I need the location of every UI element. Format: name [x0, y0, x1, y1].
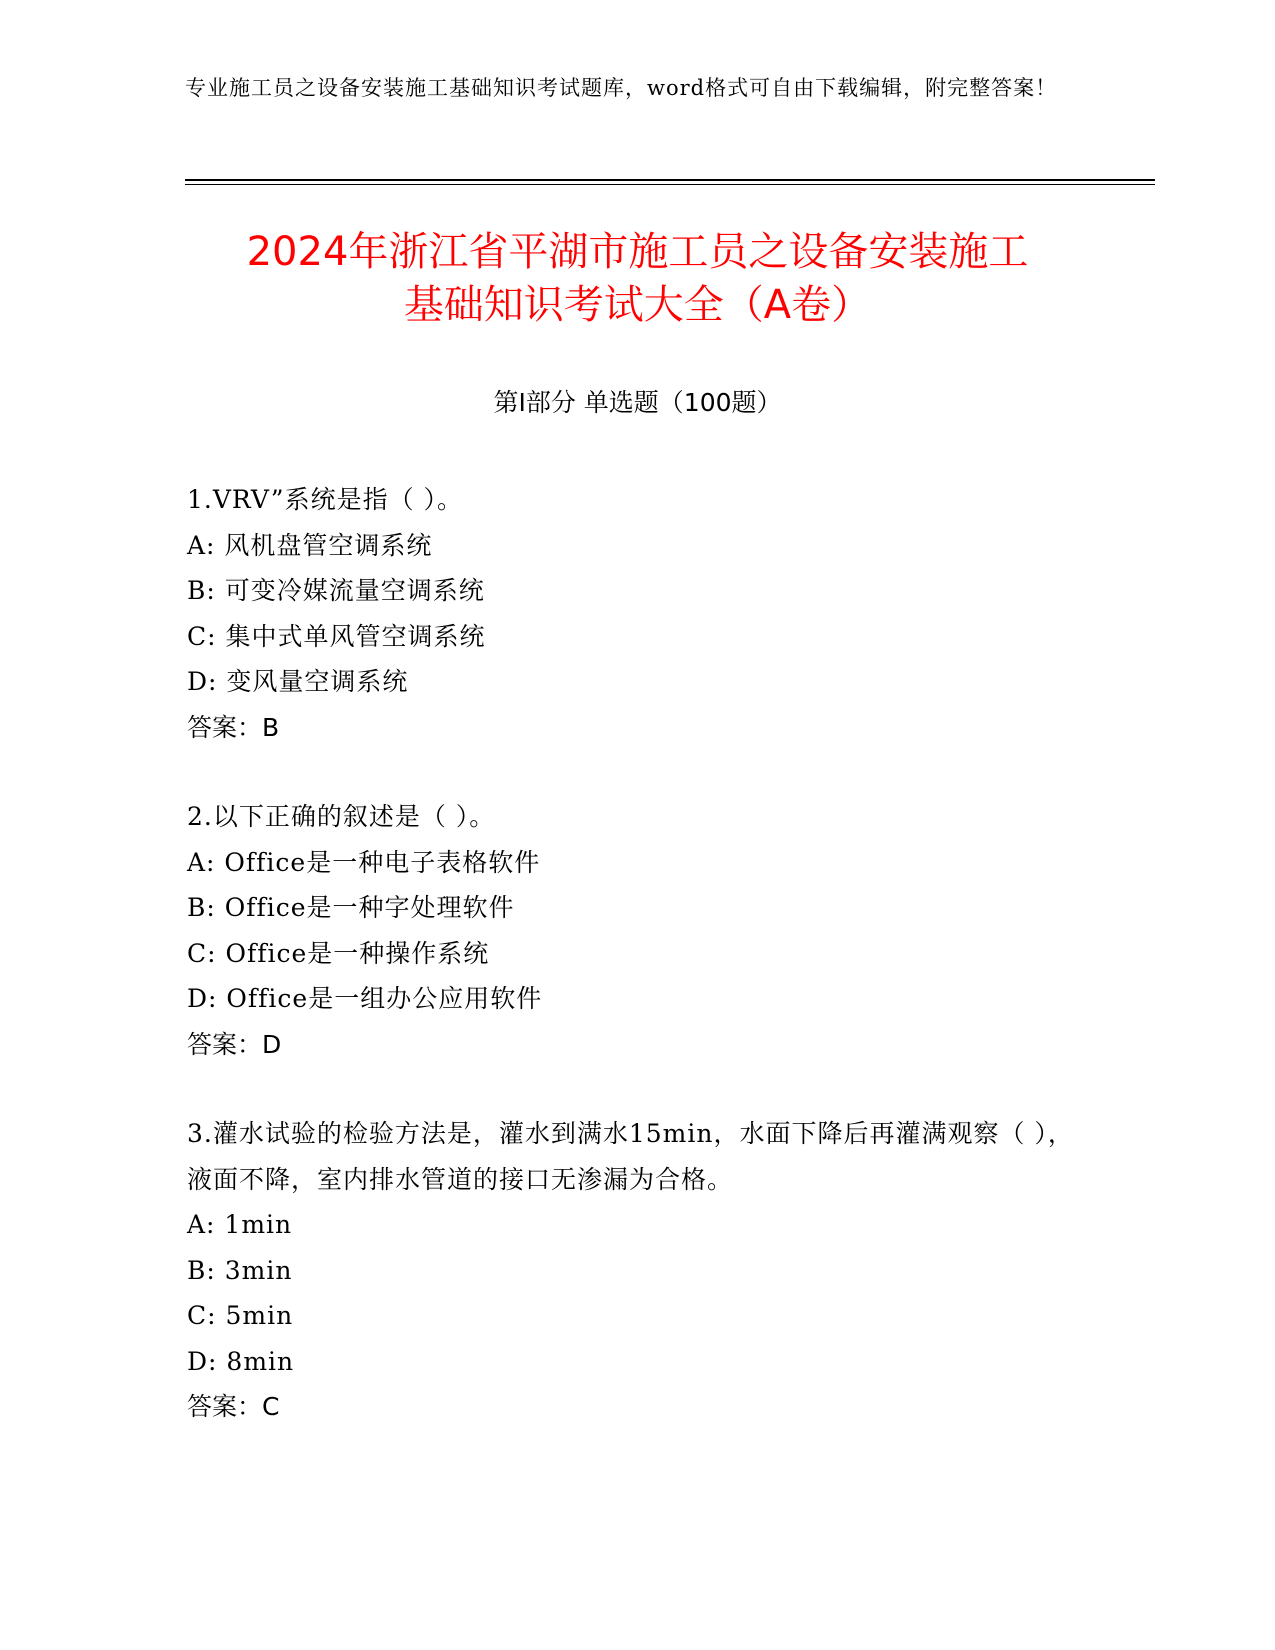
- answer-line: 答案：C: [187, 1392, 280, 1421]
- question-stem: 1.VRV”系统是指（ ）。: [187, 485, 464, 514]
- question-2: [187, 794, 1087, 1067]
- option-d: D: 8min: [187, 1346, 295, 1376]
- option-a: A: Office是一种电子表格软件: [187, 847, 541, 877]
- question-3: [187, 1111, 1087, 1430]
- option-a: A: 1min: [187, 1210, 293, 1239]
- question-stem: 2.以下正确的叙述是（ ）。: [187, 802, 496, 831]
- option-a: A: 风机盘管空调系统: [187, 530, 433, 560]
- header-divider-thick: [185, 179, 1155, 181]
- option-c: C: Office是一种操作系统: [187, 938, 490, 968]
- header-divider-thin: [185, 184, 1155, 185]
- answer-line: 答案：D: [187, 1029, 282, 1059]
- option-d: D: Office是一组办公应用软件: [187, 984, 543, 1013]
- option-c: C: 5min: [187, 1301, 294, 1330]
- question-1: [187, 477, 1087, 750]
- section-heading: 第I部分 单选题（100题）: [493, 388, 782, 417]
- question-stem: 3.灌水试验的检验方法是，灌水到满水15min，水面下降后再灌满观察（ ），液面不降，室内排水管道的接口无渗漏为合格。: [187, 1119, 1074, 1194]
- question-list: [187, 477, 1087, 1430]
- option-b: B: 3min: [187, 1255, 293, 1285]
- document-title-line-2: 基础知识考试大全（A卷）: [403, 282, 872, 328]
- document-title: [120, 226, 1155, 332]
- answer-line: 答案：B: [187, 712, 280, 742]
- option-b: B: Office是一种字处理软件: [187, 893, 515, 922]
- option-b: B: 可变冷媒流量空调系统: [187, 576, 485, 605]
- option-c: C: 集中式单风管空调系统: [187, 621, 486, 651]
- option-d: D: 变风量空调系统: [187, 667, 409, 696]
- header-note: 专业施工员之设备安装施工基础知识考试题库，word格式可自由下载编辑，附完整答案！: [185, 76, 1058, 100]
- document-title-line-1: 2024年浙江省平湖市施工员之设备安装施工: [246, 229, 1029, 275]
